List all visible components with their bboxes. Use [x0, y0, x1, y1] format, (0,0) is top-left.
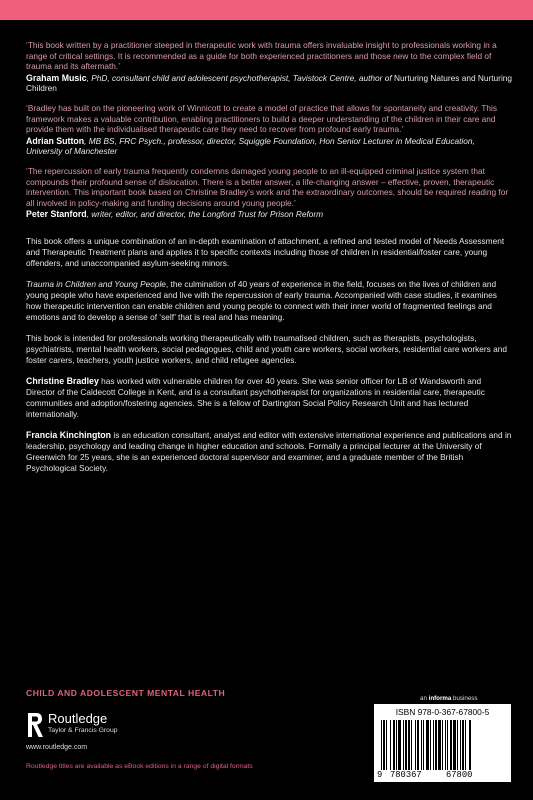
endorsement-quote	[26, 103, 512, 157]
quote-text: ‘This book written by a practitioner steeped in therapeutic work with trauma offers invaluable insight to professionals working in a range of critical settings. It is recommended as a guide for both experienced practitioners and those new to the complex field of trauma and its aftermath.’	[26, 40, 497, 72]
author-name: Francia Kinchington	[26, 429, 112, 440]
accent-bar	[0, 0, 533, 20]
publisher-website: www.routledge.com	[26, 744, 88, 751]
barcode-bar	[381, 720, 382, 770]
quote-credentials: , writer, editor, and director, the Longford Trust for Prison Reform	[86, 209, 324, 220]
endorsement-quote	[26, 166, 512, 220]
barcode-bar	[450, 720, 452, 770]
quote-credentials: , MB BS, FRC Psych., professor, director, Squiggle Foundation, Hon Senior Lecturer in Medical Education, University of Manchester	[26, 135, 475, 157]
barcode-bar	[430, 720, 431, 770]
publisher-name: Routledge	[48, 711, 108, 726]
author-name: Christine Bradley	[26, 375, 99, 386]
barcode-bar	[417, 720, 419, 770]
series-title: CHILD AND ADOLESCENT MENTAL HEALTH	[26, 688, 226, 698]
book-description	[26, 236, 512, 474]
author-bio: Francia Kinchington is an education consultant, analyst and editor with extensive international experience and publications and in leadership, psychology and leading change in higher education and schools. Formally a principal lecturer at the University of Greenwich for 25 years, she is an experienced doctoral supervisor and examiner, and a graduate member of the British Psychological Society.	[26, 429, 512, 473]
barcode-bar	[415, 720, 416, 770]
cover-text	[26, 40, 512, 484]
barcode-bar	[393, 720, 395, 770]
barcode-bar	[398, 720, 401, 770]
isbn-barcode: ISBN 978-0-367-67800-5 9 780367 67800	[374, 704, 511, 782]
barcode-bars	[379, 720, 506, 770]
quote-credentials: , PhD, consultant child and adolescent psychotherapist, Tavistock Centre, author of	[86, 72, 394, 83]
barcode-bar	[383, 720, 385, 770]
routledge-logo-icon	[26, 712, 44, 738]
description-paragraph: Trauma in Children and Young People, the culmination of 40 years of experience in the field, focuses on the lives of children and young people who have experienced and live with the repercussion of early trauma. Accompanied with case studies, it examines how therapeutic intervention can enable children and young people to connect with their inner world of fragmented feelings and emotions and to develop a sense of ‘self’ that is real and has meaning.	[26, 278, 497, 322]
barcode-bar	[465, 720, 466, 770]
description-paragraph: This book offers a unique combination of an in-depth examination of attachment, a refined and tested model of Needs Assessment and Therapeutic Treatment plans and applies it to specific contexts including those of children in residential/foster care, young offenders, and unaccompanied asylum-seeking minors.	[26, 235, 505, 268]
quote-attribution	[26, 209, 512, 220]
barcode-bar	[405, 720, 407, 770]
barcode-bar	[447, 720, 448, 770]
barcode-bar	[426, 720, 429, 770]
barcode-bar	[435, 720, 437, 770]
barcode-bar	[403, 720, 404, 770]
barcode-bar	[453, 720, 456, 770]
barcode-bar	[438, 720, 441, 770]
author-bio: Christine Bradley has worked with vulnerable children for over 40 years. She was senior officer for LB of Wandsworth and Director of the Caldecott College in Kent, and is a consultant psychotherapist for organizations in residential care, therapeutic communities and adoption/fostering agencies. She is a fellow of Dartington Social Policy Research Unit and has lectured internationally.	[26, 375, 485, 419]
quote-text: ‘Bradley has built on the pioneering work of Winnicott to create a model of practice that allows for spontaneity and creativity. This framework makes a valuable contribution, enabling practitioners to build a deeper understanding of the children in their care and provide them with the individualised therapeutic care they need to recover from profound early trauma.’	[26, 102, 498, 135]
barcode-bar	[411, 720, 412, 770]
description-paragraph: This book is intended for professionals working therapeutically with traumatised children, such as therapists, psychologists, psychiatrists, mental health workers, social pedagogues, child and youth care workers, social workers, residential care workers and foster carers, teachers, youth justice workers, and child refugee agencies.	[26, 332, 507, 365]
barcode-bar	[408, 720, 410, 770]
barcode-bar	[462, 720, 464, 770]
book-title: Trauma in Children and Young People	[26, 278, 166, 289]
quote-author: Peter Stanford	[26, 209, 87, 220]
quote-attribution	[26, 73, 512, 94]
barcode-bar	[457, 720, 458, 770]
isbn-label: ISBN 978-0-367-67800-5	[395, 707, 490, 717]
quote-author: Adrian Sutton	[26, 135, 85, 146]
endorsement-quote	[26, 40, 512, 94]
barcode-bar	[460, 720, 461, 770]
barcode-bar	[469, 720, 471, 770]
quote-author: Graham Music	[26, 72, 87, 83]
barcode-bar	[386, 720, 387, 770]
barcode-bar	[390, 720, 391, 770]
informa-tagline: an informa business	[420, 695, 478, 702]
quote-book-title: Nurturing Natures and Nurturing Children	[26, 72, 513, 94]
barcode-bar	[421, 720, 422, 770]
barcode-bar	[423, 720, 424, 770]
barcode-bar	[442, 720, 443, 770]
ebook-note: Routledge titles are available as eBook editions in a range of digital formats	[26, 763, 253, 770]
publisher-group: Taylor & Francis Group	[48, 727, 118, 734]
publisher-logo	[26, 710, 226, 742]
quote-attribution	[26, 136, 512, 157]
barcode-bar	[396, 720, 397, 770]
barcode-bar	[433, 720, 434, 770]
barcode-bar	[445, 720, 446, 770]
quote-text: ‘The repercussion of early trauma frequently condemns damaged young people to an ill-equipped criminal justice system that compounds their profound sense of dislocation. There is a better answer, a life-changing answer – effective, proven, therapeutic intervention. This important book based on Christine Bradley’s work and the extraordinary outcomes, should be required reading for all involved in policy-making and funding decisions around young people.’	[26, 165, 509, 208]
